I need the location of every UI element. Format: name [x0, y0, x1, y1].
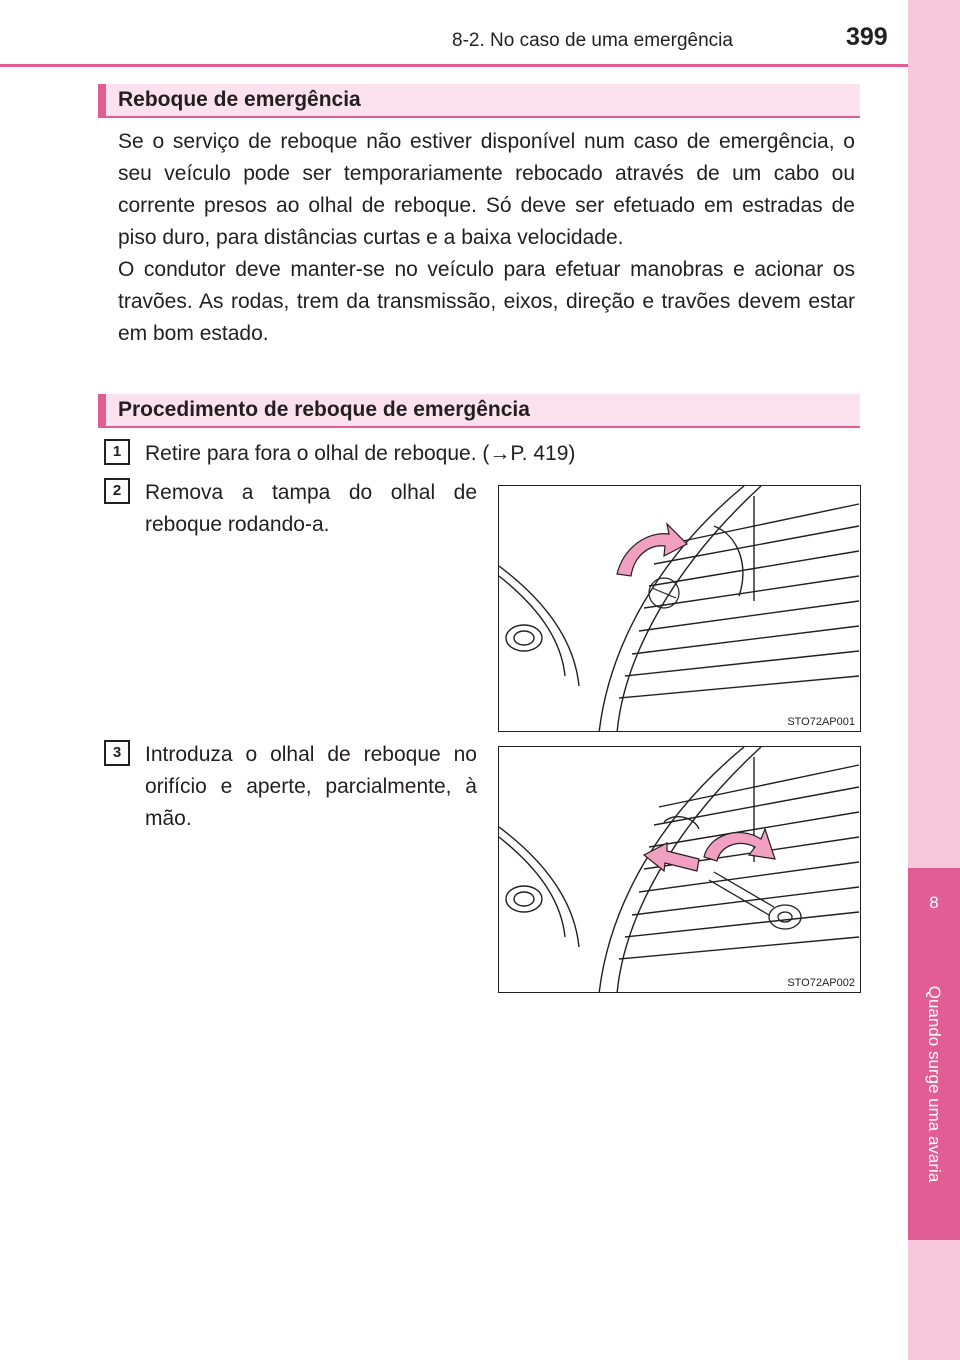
section-heading-text: Reboque de emergência: [118, 88, 361, 111]
figure-code: STO72AP001: [787, 716, 855, 728]
figure-insert-eye: [498, 746, 861, 993]
step-text: Remova a tampa do olhal de reboque rodando-a.: [145, 481, 477, 536]
chapter-title: Quando surge uma avaria: [925, 985, 944, 1183]
intro-text: [118, 126, 855, 350]
rotate-arrow-icon: [617, 524, 687, 576]
step-text: Retire para fora o olhal de reboque. (→P. 419): [145, 442, 576, 465]
step-number-badge: 1: [104, 439, 130, 465]
intro-paragraph: Se o serviço de reboque não estiver disponível num caso de emergência, o seu veículo pode ser temporariamente rebocado através de um cabo ou corrente presos ao olhal de reboque. Só deve ser efetuado em estradas de piso duro, para distâncias curtas e a baixa velocidade.: [118, 130, 855, 249]
bumper-illustration: [499, 486, 861, 732]
section-heading-emergency-towing: [98, 84, 860, 118]
section-heading-procedure: [98, 394, 860, 428]
figure-remove-cap: [498, 485, 861, 732]
running-header: 8-2. No caso de uma emergência: [452, 30, 733, 51]
header-rule: [0, 64, 908, 67]
rotate-arrow-icon: [704, 829, 775, 861]
section-heading-text: Procedimento de reboque de emergência: [118, 398, 530, 421]
chapter-number: 8: [929, 893, 939, 912]
step-number-badge: 2: [104, 478, 130, 504]
bumper-illustration: [499, 747, 861, 993]
figure-code: STO72AP002: [787, 977, 855, 989]
step-text: Introduza o olhal de reboque no orifício e aperte, parcialmente, à mão.: [145, 743, 477, 830]
step-number-badge: 3: [104, 740, 130, 766]
insert-arrow-icon: [644, 843, 699, 871]
intro-paragraph: O condutor deve manter-se no veículo para efetuar manobras e acionar os travões. As rodas, trem da transmissão, eixos, direção e travões devem estar em bom estado.: [118, 258, 855, 345]
page-number: 399: [846, 23, 888, 51]
